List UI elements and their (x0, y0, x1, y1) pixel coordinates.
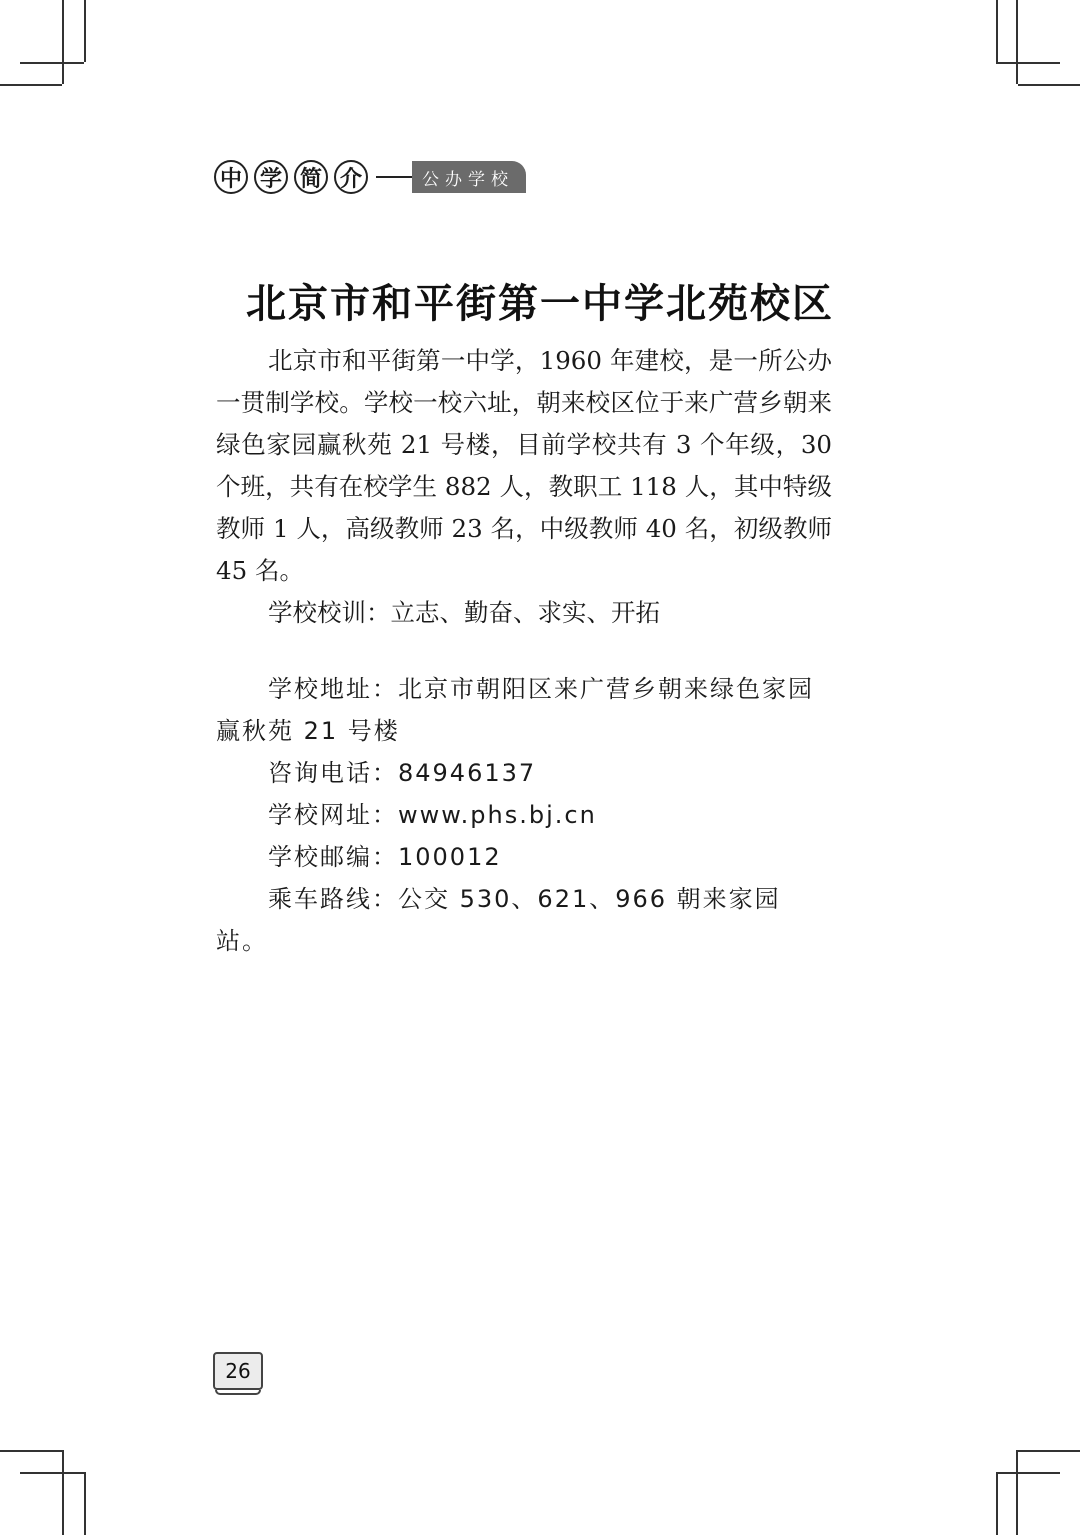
header-divider-line (376, 176, 412, 178)
header-circle-char: 中 (214, 160, 248, 194)
crop-mark (62, 0, 64, 84)
header-category-tag: 公办学校 (412, 161, 526, 193)
crop-mark (62, 1450, 64, 1535)
phone-line: 咨询电话：84946137 (268, 759, 537, 787)
crop-mark (996, 0, 998, 62)
crop-mark (20, 1472, 84, 1474)
body-text (216, 340, 832, 634)
section-header (214, 157, 526, 197)
postcode-line: 学校邮编：100012 (268, 843, 502, 871)
contact-info (216, 668, 832, 962)
crop-mark (996, 1472, 1060, 1474)
crop-mark (84, 0, 86, 62)
address-line: 学校地址：北京市朝阳区来广营乡朝来绿色家园赢秋苑 21 号楼 (216, 675, 814, 745)
crop-mark (996, 1472, 998, 1535)
crop-mark (1018, 1450, 1080, 1452)
crop-mark (0, 1450, 62, 1452)
website-line: 学校网址：www.phs.bj.cn (268, 801, 597, 829)
crop-mark (20, 62, 84, 64)
crop-mark (84, 1472, 86, 1535)
crop-mark (0, 84, 62, 86)
header-circle-char: 介 (334, 160, 368, 194)
page-title: 北京市和平街第一中学北苑校区 (246, 281, 834, 327)
book-icon (215, 1390, 261, 1395)
crop-mark (1016, 1450, 1018, 1535)
page-number-badge (213, 1352, 265, 1396)
crop-mark (1016, 0, 1018, 84)
intro-paragraph: 北京市和平街第一中学，1960 年建校，是一所公办一贯制学校。学校一校六址，朝来校区位于来广营乡朝来绿色家园赢秋苑 21 号楼，目前学校共有 3 个年级，30 个班，共有在校学生 882 人，教职工 118 人，其中特级教师 1 人，高级教师 23 名，中级教师 40 名，初级教师 45 名。 (216, 346, 832, 585)
motto-paragraph: 学校校训：立志、勤奋、求实、开拓 (268, 598, 660, 627)
header-circle-char: 简 (294, 160, 328, 194)
crop-mark (996, 62, 1060, 64)
page-number: 26 (213, 1352, 263, 1390)
bus-route-line: 乘车路线：公交 530、621、966 朝来家园站。 (216, 885, 781, 955)
crop-mark (1018, 84, 1080, 86)
header-circle-char: 学 (254, 160, 288, 194)
